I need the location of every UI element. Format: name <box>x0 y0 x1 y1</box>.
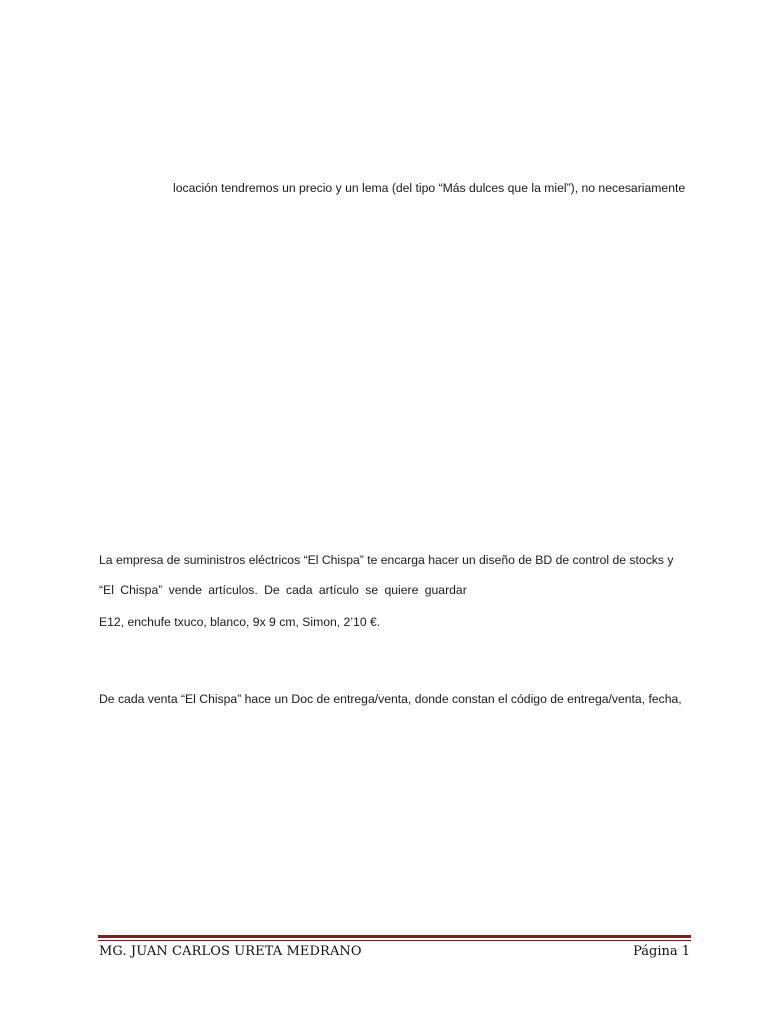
footer-rule-thin <box>98 940 691 941</box>
footer-author: MG. JUAN CARLOS URETA MEDRANO <box>99 944 362 959</box>
paragraph-line-2: La empresa de suministros eléctricos “El Chispa” te encarga hacer un diseño de BD de control de stocks y <box>99 553 674 567</box>
footer-rule-thick <box>98 935 691 938</box>
footer-page-number: Página 1 <box>633 944 690 959</box>
paragraph-line-4: E12, enchufe txuco, blanco, 9x 9 cm, Simon, 2’10 €. <box>99 615 381 629</box>
paragraph-line-5: De cada venta “El Chispa” hace un Doc de entrega/venta, donde constan el código de entrega/venta, fecha, <box>99 692 682 706</box>
paragraph-line-3: “El Chispa” vende artículos. De cada artículo se quiere guardar <box>99 583 467 597</box>
paragraph-line-1: locación tendremos un precio y un lema (del tipo “Más dulces que la miel”), no necesariamente <box>173 181 686 195</box>
